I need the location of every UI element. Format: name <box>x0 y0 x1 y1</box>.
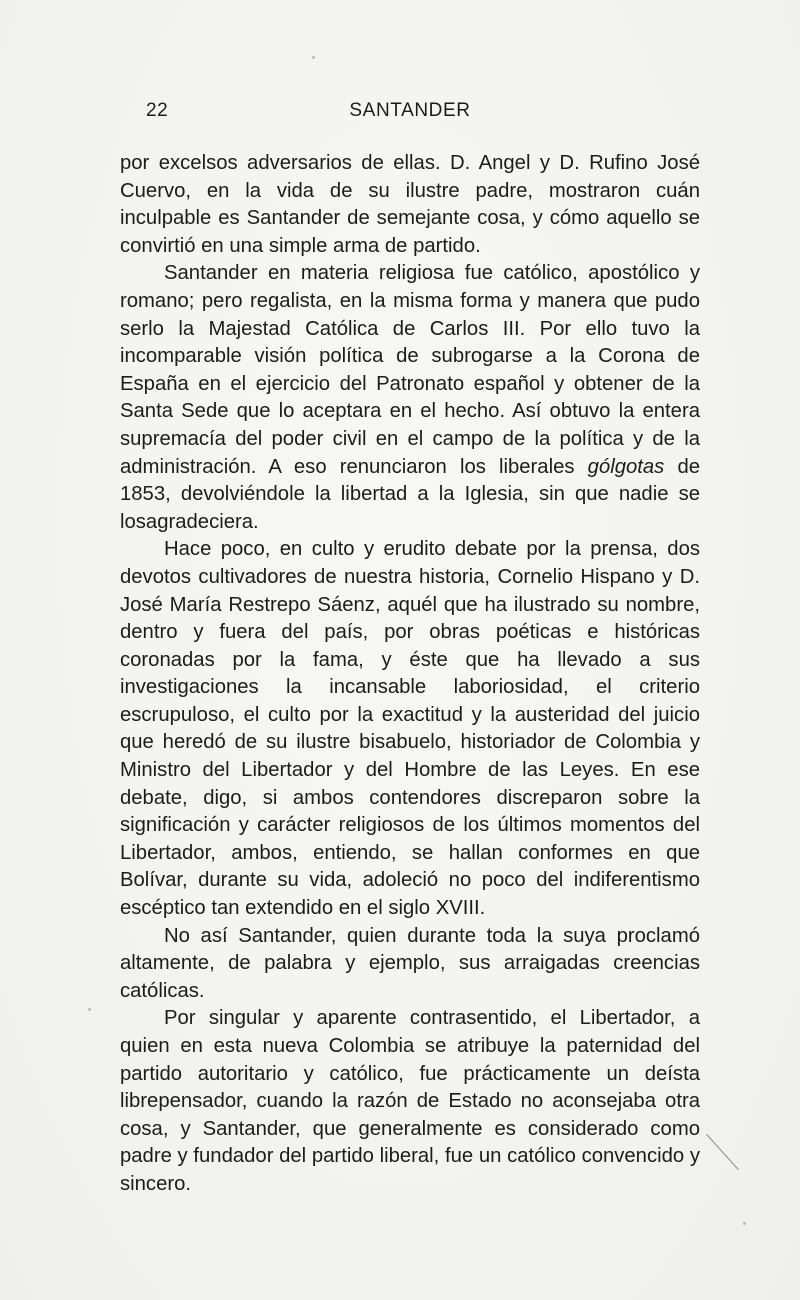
paragraph-2 <box>120 260 700 536</box>
page-number: 22 <box>146 100 169 121</box>
pencil-mark <box>706 1134 739 1170</box>
page-header <box>120 100 700 128</box>
paragraph-4: No así Santander, quien durante toda la suya proclamó altamente, de palabra y ejemplo, sus arraigadas creencias católicas. <box>120 924 700 1002</box>
paper-speck <box>88 1008 91 1011</box>
body-text <box>120 150 700 1199</box>
paper-speck <box>743 1222 746 1225</box>
paragraph-2-text-after: de 1853, devolviéndole la libertad a la Iglesia, sin que nadie se losagradeciera. <box>120 455 701 533</box>
running-title: SANTANDER <box>349 100 471 121</box>
paragraph-1: por excelsos adversarios de ellas. D. Angel y D. Rufino José Cuervo, en la vida de su ilustre padre, mostraron cuán inculpable es Santander de semejante cosa, y cómo aquello se convirtió en una simple arma de partido. <box>120 152 700 257</box>
paper-speck <box>312 56 315 59</box>
paragraph-2-italic: gólgotas <box>587 455 665 478</box>
paragraph-2-text: Santander en materia religiosa fue católico, apostólico y romano; pero regalista, en la misma forma y manera que pudo serlo la Majestad Católica de Carlos III. Por ello tuvo la incomparable visión política de subrogarse a la Corona de España en el ejercicio del Patronato español y obtener de la Santa Sede que lo aceptara en el hecho. Así obtuvo la entera supremacía del poder civil en el campo de la política y de la administración. A eso renunciaron los liberales <box>120 262 700 478</box>
paragraph-5: Por singular y aparente contrasentido, el Libertador, a quien en esta nueva Colombia se atribuye la paternidad del partido autoritario y católico, fue prácticamente un deísta librepensador, cuando la razón de Estado no aconsejaba otra cosa, y Santander, que generalmente es considerado como padre y fundador del partido liberal, fue un católico convencido y sincero. <box>120 1007 700 1195</box>
paragraph-3: Hace poco, en culto y erudito debate por la prensa, dos devotos cultivadores de nuestra historia, Cornelio Hispano y D. José María Restrepo Sáenz, aquél que ha ilustrado su nombre, dentro y fuera del país, por obras poéticas e históricas coronadas por la fama, y éste que ha llevado a sus investigaciones la incansable laboriosidad, el criterio escrupuloso, el culto por la exactitud y la austeridad del juicio que heredó de su ilustre bisabuelo, historiador de Colombia y Ministro del Libertador y del Hombre de las Leyes. En ese debate, digo, si ambos contendores discreparon sobre la significación y carácter religiosos de los últimos momentos del Libertador, ambos, entiendo, se hallan conformes en que Bolívar, durante su vida, adoleció no poco del indiferentismo escéptico tan extendido en el siglo XVIII. <box>120 538 700 920</box>
